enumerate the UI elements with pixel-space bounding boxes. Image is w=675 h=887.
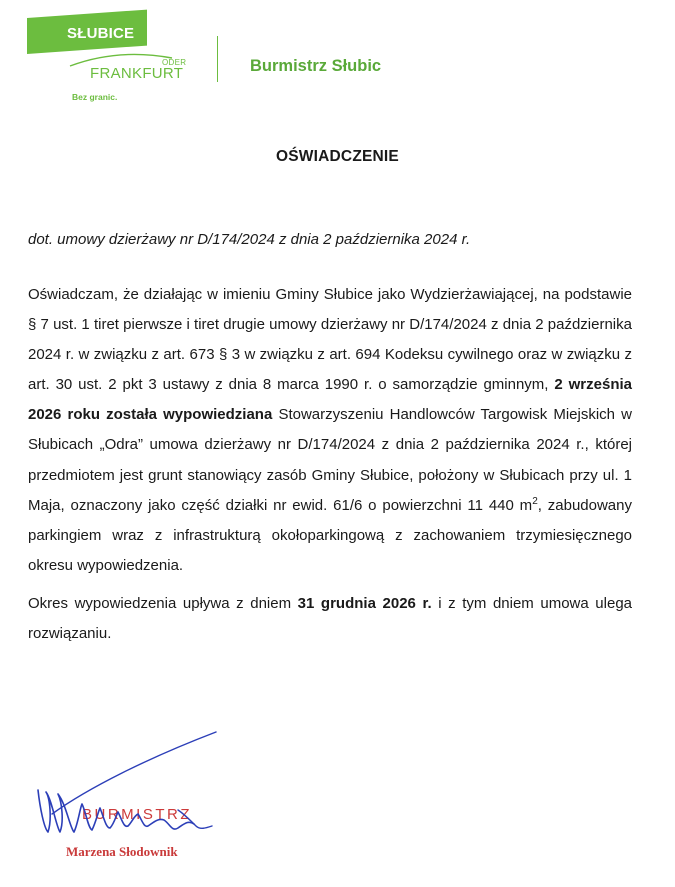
paragraph-statement — [28, 280, 632, 581]
paragraph-notice-period — [28, 589, 632, 649]
document-title: OŚWIADCZENIE — [276, 148, 399, 165]
slubice-logo — [24, 12, 187, 102]
paragraph-notice-part2: i z tym dniem umowa ulega rozwiązaniu. — [28, 594, 633, 643]
document-body — [28, 280, 632, 649]
stamp-title: BURMISTRZ — [82, 806, 192, 823]
paragraph-statement-part1: Oświadczam, że działając w imieniu Gminy Słubice jako Wydzierżawiającej, na podstawie § 7 ust. 1 tiret pierwsze i tiret drugie umowy dzierżawy nr D/174/2024 z dnia 2 października 2024 r. w związku z art. 673 § 3 w związku z art. 694 Kodeksu cywilnego oraz w związku z art. 30 ust. 2 pkt 3 ustawy z dnia 8 marca 1990 r. o samorządzie gminnym, — [28, 286, 632, 394]
letterhead — [0, 0, 675, 100]
paragraph-statement-part2: Stowarzyszeniu Handlowców Targowisk Miejskich w Słubicach „Odra” umowa dzierżawy nr D/174/2024 z dnia 2 października 2024 r., której przedmiotem jest grunt stanowiący zasób Gminy Słubice, położony w Słubicach przy ul. 1 Maja, oznaczony jako część działki nr ewid. 61/6 o powierzchni 11 440 m — [28, 406, 632, 514]
notice-end-date-bold: 31 grudnia 2026 r. — [297, 594, 432, 612]
logo-tagline: Bez granic. — [72, 92, 118, 102]
area-unit-superscript: 2 — [532, 495, 538, 507]
header-divider — [217, 36, 218, 82]
document-reference: dot. umowy dzierżawy nr D/174/2024 z dnia 2 października 2024 r. — [28, 231, 471, 248]
termination-date-bold: 2 września 2026 roku została wypowiedziana — [28, 376, 633, 424]
handwritten-signature — [28, 728, 288, 878]
signature-block — [28, 728, 288, 878]
header-title: Burmistrz Słubic — [250, 57, 382, 75]
paragraph-statement-part3: , zabudowany parkingiem wraz z infrastrukturą okołoparkingową z zachowaniem trzymiesięcznego okresu wypowiedzenia. — [28, 496, 632, 574]
logo-text-frankfurt: FRANKFURT — [90, 65, 184, 82]
logo-text-oder: ODER — [162, 58, 187, 67]
paragraph-notice-part1: Okres wypowiedzenia upływa z dniem — [28, 594, 298, 612]
logo-text-slubice: SŁUBICE — [67, 25, 135, 42]
stamp-name: Marzena Słodownik — [66, 844, 178, 859]
